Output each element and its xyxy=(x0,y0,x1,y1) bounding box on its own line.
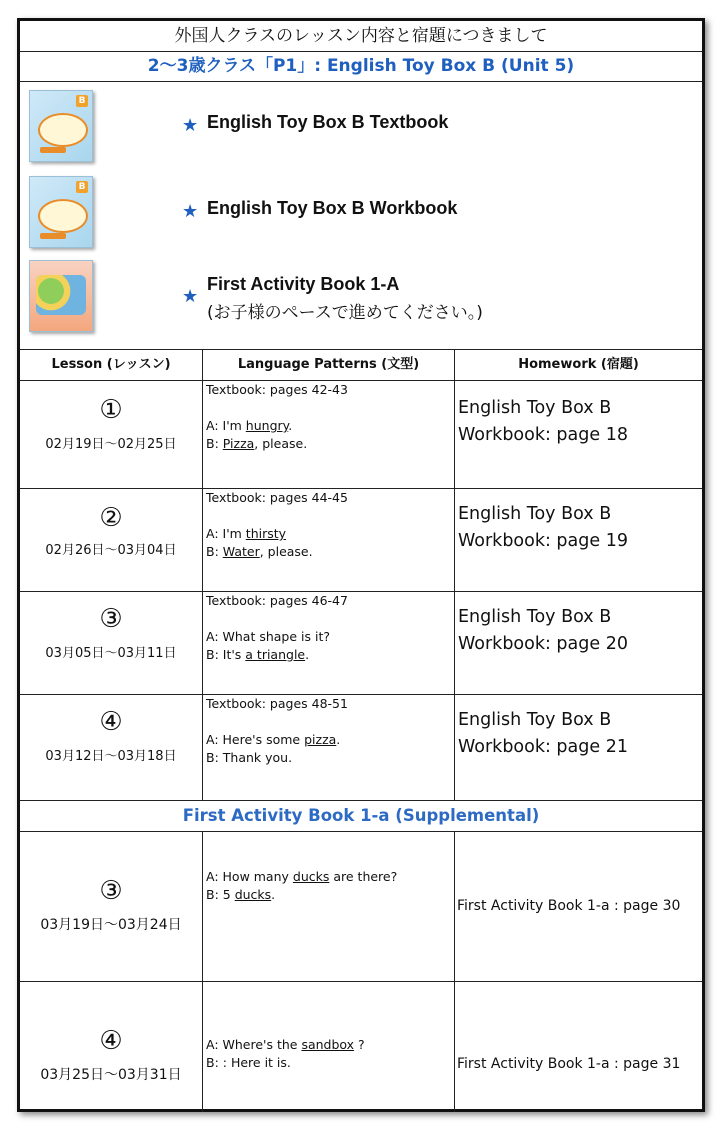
column-divider xyxy=(202,832,203,1112)
homework-sheet xyxy=(17,18,705,1112)
lesson-dates: 02月26日～03月04日 xyxy=(45,543,177,558)
activity-book-cover-image xyxy=(29,260,93,332)
homework-book: English Toy Box B xyxy=(458,710,612,730)
pattern-line-b: B: It's a triangle. xyxy=(206,647,310,662)
pattern-line-b: B: 5 ducks. xyxy=(206,887,276,902)
table-row xyxy=(20,982,702,1112)
class-subtitle: 2～3歳クラス「P1」: English Toy Box B (Unit 5) xyxy=(20,52,702,82)
table-row xyxy=(20,489,702,592)
pattern-line-b: B: Water, please. xyxy=(206,544,313,559)
book-item-workbook xyxy=(20,174,680,254)
homework-page: First Activity Book 1-a : page 30 xyxy=(457,898,681,914)
pattern-line-a: A: I'm hungry. xyxy=(206,418,293,433)
book-item-activity-book xyxy=(20,256,680,336)
lesson-dates: 03月12日～03月18日 xyxy=(45,749,177,764)
pattern-line-b: B: : Here it is. xyxy=(206,1055,291,1070)
lesson-dates: 03月05日～03月11日 xyxy=(45,646,177,661)
homework-page: Workbook: page 18 xyxy=(458,425,628,445)
book-title: English Toy Box B Textbook xyxy=(207,112,449,132)
book-item-textbook xyxy=(20,88,680,168)
pattern-line-a: A: What shape is it? xyxy=(206,629,330,644)
lesson-number: ① xyxy=(99,395,123,425)
lesson-number: ④ xyxy=(99,707,123,737)
star-icon: ★ xyxy=(182,286,199,307)
table-row xyxy=(20,832,702,982)
table-row xyxy=(20,592,702,695)
homework-page: Workbook: page 19 xyxy=(458,531,628,551)
textbook-pages: Textbook: pages 44-45 xyxy=(206,490,348,505)
table-row xyxy=(20,695,702,801)
homework-page: First Activity Book 1-a : page 31 xyxy=(457,1056,681,1072)
supplemental-section-title: First Activity Book 1-a (Supplemental) xyxy=(20,801,702,832)
lesson-dates: 03月19日～03月24日 xyxy=(40,917,182,933)
homework-book: English Toy Box B xyxy=(458,398,612,418)
lesson-number: ③ xyxy=(99,604,123,634)
lesson-number: ④ xyxy=(99,1026,123,1056)
textbook-pages: Textbook: pages 48-51 xyxy=(206,696,348,711)
pattern-line-b: B: Pizza, please. xyxy=(206,436,308,451)
textbook-pages: Textbook: pages 46-47 xyxy=(206,593,348,608)
homework-page: Workbook: page 21 xyxy=(458,737,628,757)
workbook-cover-image: B xyxy=(29,176,93,248)
lesson-dates: 03月25日～03月31日 xyxy=(40,1067,182,1083)
header-lesson: Lesson (レッスン) xyxy=(51,357,171,372)
pattern-line-a: A: Where's the sandbox ? xyxy=(206,1037,365,1052)
homework-page: Workbook: page 20 xyxy=(458,634,628,654)
header-language-patterns: Language Patterns (文型) xyxy=(237,357,420,372)
textbook-pages: Textbook: pages 42-43 xyxy=(206,382,348,397)
pattern-line-b: B: Thank you. xyxy=(206,750,293,765)
pattern-line-a: A: I'm thirsty xyxy=(206,526,287,541)
table-header-row xyxy=(20,350,702,381)
column-divider xyxy=(454,350,455,801)
lesson-dates: 02月19日～02月25日 xyxy=(45,437,177,452)
pattern-line-a: A: Here's some pizza. xyxy=(206,732,341,747)
pattern-line-a: A: How many ducks are there? xyxy=(206,869,398,884)
column-divider xyxy=(202,350,203,801)
textbook-cover-image: B xyxy=(29,90,93,162)
star-icon: ★ xyxy=(182,201,199,222)
star-icon: ★ xyxy=(182,115,199,136)
lesson-number: ③ xyxy=(99,876,123,906)
book-note: (お子様のペースで進めてください。) xyxy=(207,303,483,323)
book-title: English Toy Box B Workbook xyxy=(207,198,458,218)
header-homework: Homework (宿題) xyxy=(518,357,639,372)
book-list xyxy=(20,82,702,350)
lesson-number: ② xyxy=(99,503,123,533)
homework-book: English Toy Box B xyxy=(458,607,612,627)
page-title: 外国人クラスのレッスン内容と宿題につきまして xyxy=(20,21,702,52)
table-row xyxy=(20,381,702,489)
book-title: First Activity Book 1-A xyxy=(207,274,400,294)
column-divider xyxy=(454,832,455,1112)
homework-book: English Toy Box B xyxy=(458,504,612,524)
